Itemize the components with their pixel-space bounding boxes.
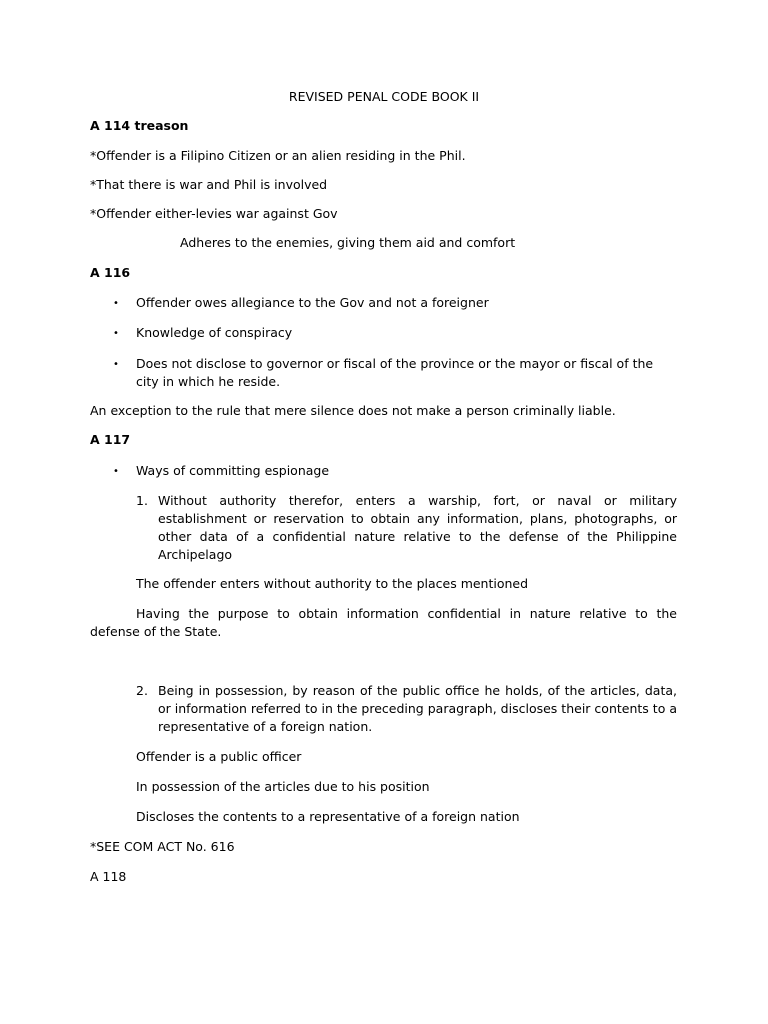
numbered-item: Without authority therefor, enters a warship, fort, or naval or military establishment or reservation to obtain any information, plans, photographs, or other data of a confidential nature relative to the defense of the Philippine Archipelago bbox=[158, 493, 677, 562]
paragraph: In possession of the articles due to his position bbox=[136, 779, 430, 794]
document-title: REVISED PENAL CODE BOOK II bbox=[288, 89, 480, 104]
paragraph: Discloses the contents to a representative of a foreign nation bbox=[136, 809, 520, 824]
paragraph: An exception to the rule that mere silence does not make a person criminally liable. bbox=[90, 403, 616, 418]
paragraph: *Offender either-levies war against Gov bbox=[90, 206, 338, 221]
list-number: 2. bbox=[136, 683, 148, 698]
paragraph: Having the purpose to obtain information confidential in nature relative to the defense of the State. bbox=[90, 606, 677, 639]
list-item: Ways of committing espionage bbox=[136, 463, 330, 478]
indented-paragraph: Adheres to the enemies, giving them aid and comfort bbox=[180, 235, 516, 250]
paragraph: *Offender is a Filipino Citizen or an alien residing in the Phil. bbox=[90, 148, 466, 163]
section-heading-a114: A 114 treason bbox=[90, 118, 189, 133]
paragraph: Offender is a public officer bbox=[136, 749, 302, 764]
reference-note: *SEE COM ACT No. 616 bbox=[90, 839, 235, 854]
section-heading-a116: A 116 bbox=[90, 265, 131, 280]
list-number: 1. bbox=[136, 493, 148, 508]
section-heading-a118: A 118 bbox=[90, 869, 127, 884]
bullet-icon: • bbox=[113, 328, 119, 339]
bullet-icon: • bbox=[113, 359, 119, 370]
bullet-icon: • bbox=[113, 466, 119, 477]
list-item: Knowledge of conspiracy bbox=[136, 325, 293, 340]
paragraph: *That there is war and Phil is involved bbox=[90, 177, 328, 192]
paragraph: The offender enters without authority to the places mentioned bbox=[136, 576, 529, 591]
bullet-icon: • bbox=[113, 298, 119, 309]
list-item: Offender owes allegiance to the Gov and not a foreigner bbox=[136, 295, 489, 310]
list-item: Does not disclose to governor or fiscal of the province or the mayor or fiscal of the city in which he reside. bbox=[136, 356, 654, 389]
section-heading-a117: A 117 bbox=[90, 432, 131, 447]
numbered-item: Being in possession, by reason of the public office he holds, of the articles, data, or information referred to in the preceding paragraph, discloses their contents to a representative of a foreign nation. bbox=[158, 683, 677, 734]
